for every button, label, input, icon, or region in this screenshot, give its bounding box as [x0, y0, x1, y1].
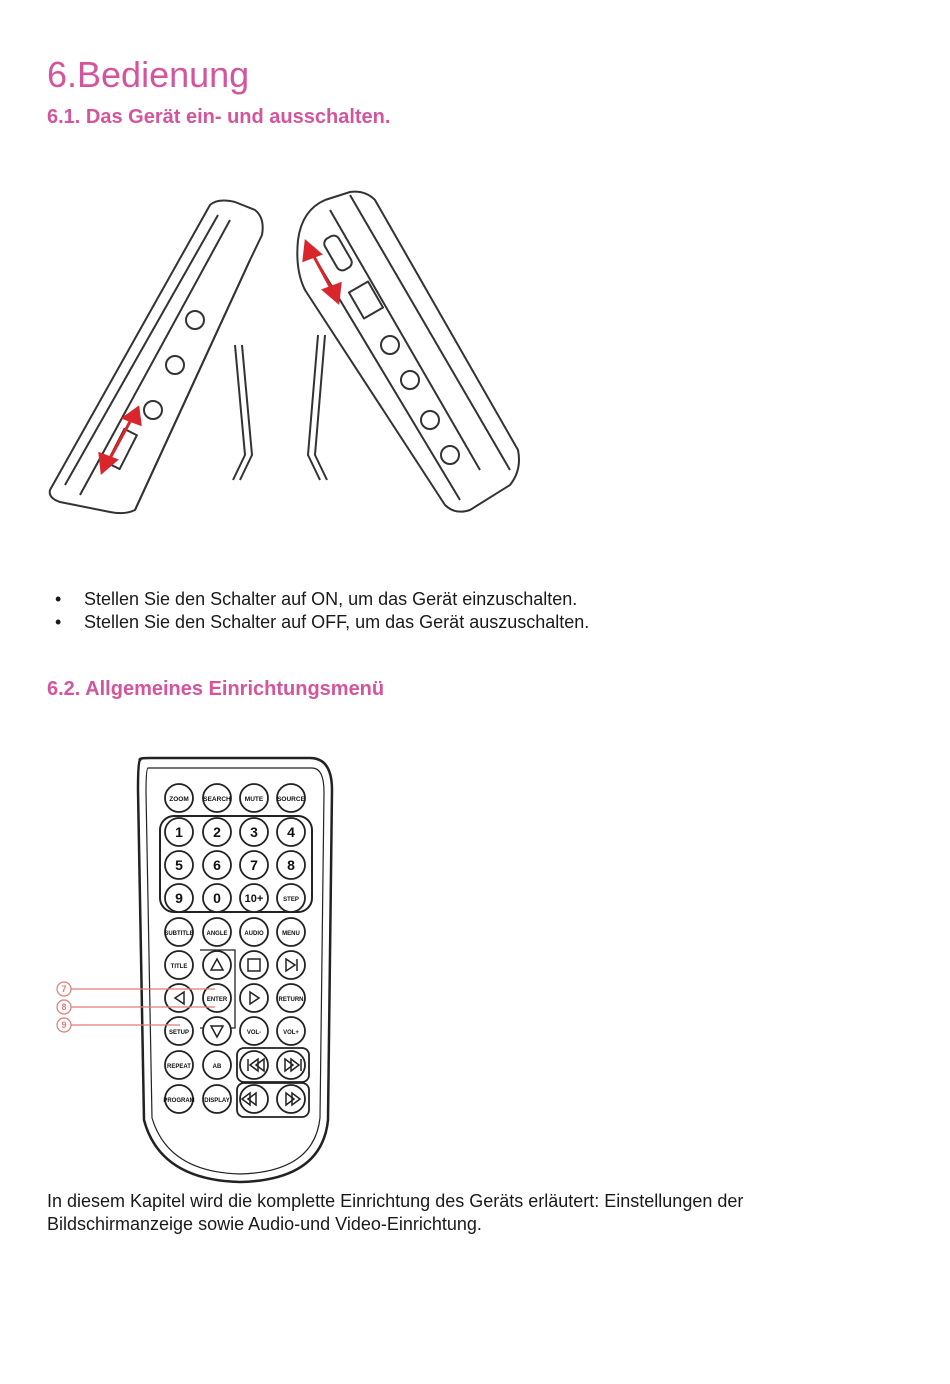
display-button-label: DISPLAY [204, 1098, 230, 1104]
program-button-label: PROGRAM [163, 1098, 195, 1104]
digit-button-label: 2 [213, 824, 221, 840]
setup-button-label: SETUP [168, 1030, 190, 1036]
return-button-label: RETURN [278, 997, 304, 1003]
device-side-illustration [40, 180, 540, 525]
page-title: 6.Bedienung [47, 54, 250, 95]
audio-button-label: AUDIO [244, 931, 264, 937]
digit-button-label: 0 [213, 890, 221, 906]
ab-button-label: AB [212, 1064, 222, 1070]
list-item: • Stellen Sie den Schalter auf ON, um das Gerät einzuschalten. [47, 588, 589, 611]
callout-8: 8 [61, 1002, 67, 1012]
step-button-label: STEP [283, 897, 299, 903]
vol-plus-button-label: VOL+ [283, 1030, 299, 1036]
digit-button-label: 9 [175, 890, 183, 906]
list-item: • Stellen Sie den Schalter auf OFF, um das Gerät auszuschalten. [47, 611, 589, 634]
digit-button-label: 7 [250, 857, 258, 873]
digit-button-label: 3 [250, 824, 258, 840]
subtitle-button-label: SUBTITLE [164, 931, 194, 937]
section-2-heading: 6.2. Allgemeines Einrichtungsmenü [47, 678, 385, 700]
source-button-label: SOURCE [277, 796, 305, 803]
vol-minus-button-label: VOL- [246, 1030, 262, 1036]
callout-7: 7 [61, 984, 67, 994]
digit-button-label: 5 [175, 857, 183, 873]
repeat-button-label: REPEAT [167, 1064, 191, 1070]
mute-button-label: MUTE [244, 796, 264, 803]
remote-control-illustration [40, 750, 350, 1190]
digit-button-label: 6 [213, 857, 221, 873]
setup-description: In diesem Kapitel wird die komplette Einrichtung des Geräts erläutert: Einstellungen der Bildschirmanzeige sowie Audio-und Video-Einrichtung. [47, 1191, 744, 1234]
power-instructions-list [47, 588, 589, 634]
digit-button-label: 1 [175, 824, 183, 840]
title-button-label: TITLE [170, 964, 188, 970]
zoom-button-label: ZOOM [169, 796, 189, 803]
section-1-heading: 6.1. Das Gerät ein- und ausschalten. [47, 106, 391, 128]
search-button-label: SEARCH [203, 796, 231, 803]
angle-button-label: ANGLE [206, 931, 228, 937]
callout-9: 9 [61, 1020, 67, 1030]
digit-button-label: 8 [287, 857, 295, 873]
enter-button-label: ENTER [206, 997, 228, 1003]
digit-button-label: 4 [287, 824, 295, 840]
menu-button-label: MENU [282, 931, 300, 937]
ten-plus-button-label: 10+ [244, 893, 264, 905]
